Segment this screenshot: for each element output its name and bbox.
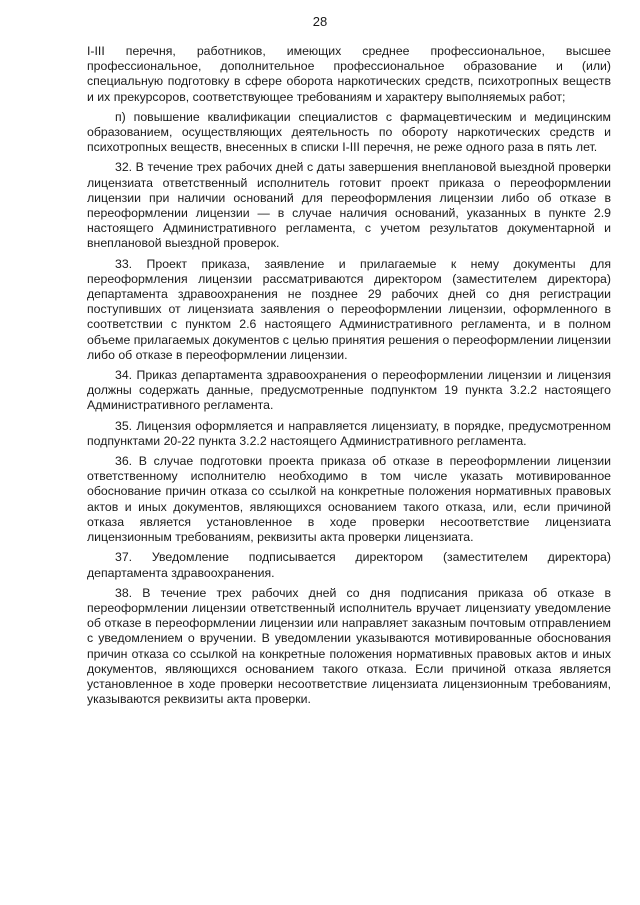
paragraph-33: 33. Проект приказа, заявление и прилагаемые к нему документы для переоформления лицензии рассматриваются директором (заместителем директора) департамента здравоохранения не позднее 29 рабочих дней со дня регистрации поступивших от лицензиата заявления о переоформлении лицензии, оформленного в соответствии с пунктом 2.6 настоящего Административного регламента, и в полном объеме прилагаемых документов с целью принятия решения о переоформлении лицензии либо об отказе в переоформлении лицензии. (87, 256, 611, 362)
paragraph-32: 32. В течение трех рабочих дней с даты завершения внеплановой выездной проверки лицензиата ответственный исполнитель готовит проект приказа о переоформлении лицензии при наличии оснований для переоформления лицензии либо об отказе в переоформлении лицензии — в случае наличия оснований, указанных в пункте 2.9 настоящего Административного регламента, с учетом результатов документарной и внеплановой выездной проверок. (87, 160, 611, 251)
page-number: 28 (312, 14, 328, 29)
paragraph-38: 38. В течение трех рабочих дней со дня подписания приказа об отказе в переоформлении лицензии ответственный исполнитель вручает лицензиату уведомление об отказе в переоформлении лицензии или направляет заказным почтовым отправлением с уведомлением о вручении. В уведомлении указываются мотивированные обоснования причин отказа со ссылкой на конкретные положения нормативных правовых актов и иных документов, являющихся основанием такого отказа. Если причиной отказа является установленное в ходе проверки несоответствие лицензиата лицензионным требованиям, указываются реквизиты акта проверки. (87, 585, 611, 707)
paragraph-continuation: I-III перечня, работников, имеющих среднее профессиональное, высшее профессиональное, дополнительное профессиональное образование и (или) специальную подготовку в сфере оборота наркотических средств, психотропных веществ и их прекурсоров, соответствующее требованиям и характеру выполняемых работ; (87, 44, 611, 104)
paragraph-item-p: п) повышение квалификации специалистов с фармацевтическим и медицинским образованием, осуществляющих деятельность по обороту наркотических средств и психотропных веществ, внесенных в списки I-III перечня, не реже одного раза в пять лет. (87, 109, 611, 155)
paragraph-37: 37. Уведомление подписывается директором (заместителем директора) департамента здравоохранения. (87, 550, 611, 580)
paragraph-35: 35. Лицензия оформляется и направляется лицензиату, в порядке, предусмотренном подпунктами 20-22 пункта 3.2.2 настоящего Административного регламента. (87, 418, 611, 448)
document-body (87, 44, 611, 712)
paragraph-36: 36. В случае подготовки проекта приказа об отказе в переоформлении лицензии ответственному исполнителю необходимо в том числе указать мотивированное обоснование причин отказа со ссылкой на конкретные положения нормативных правовых актов и иных документов, являющихся основанием такого отказа, или, если причиной отказа является установленное в ходе проверки несоответствие лицензиата лицензионным требованиям, реквизиты акта проверки лицензиата. (87, 454, 611, 545)
paragraph-34: 34. Приказ департамента здравоохранения о переоформлении лицензии и лицензия должны содержать данные, предусмотренные подпунктом 19 пункта 3.2.2 настоящего Административного регламента. (87, 368, 611, 413)
